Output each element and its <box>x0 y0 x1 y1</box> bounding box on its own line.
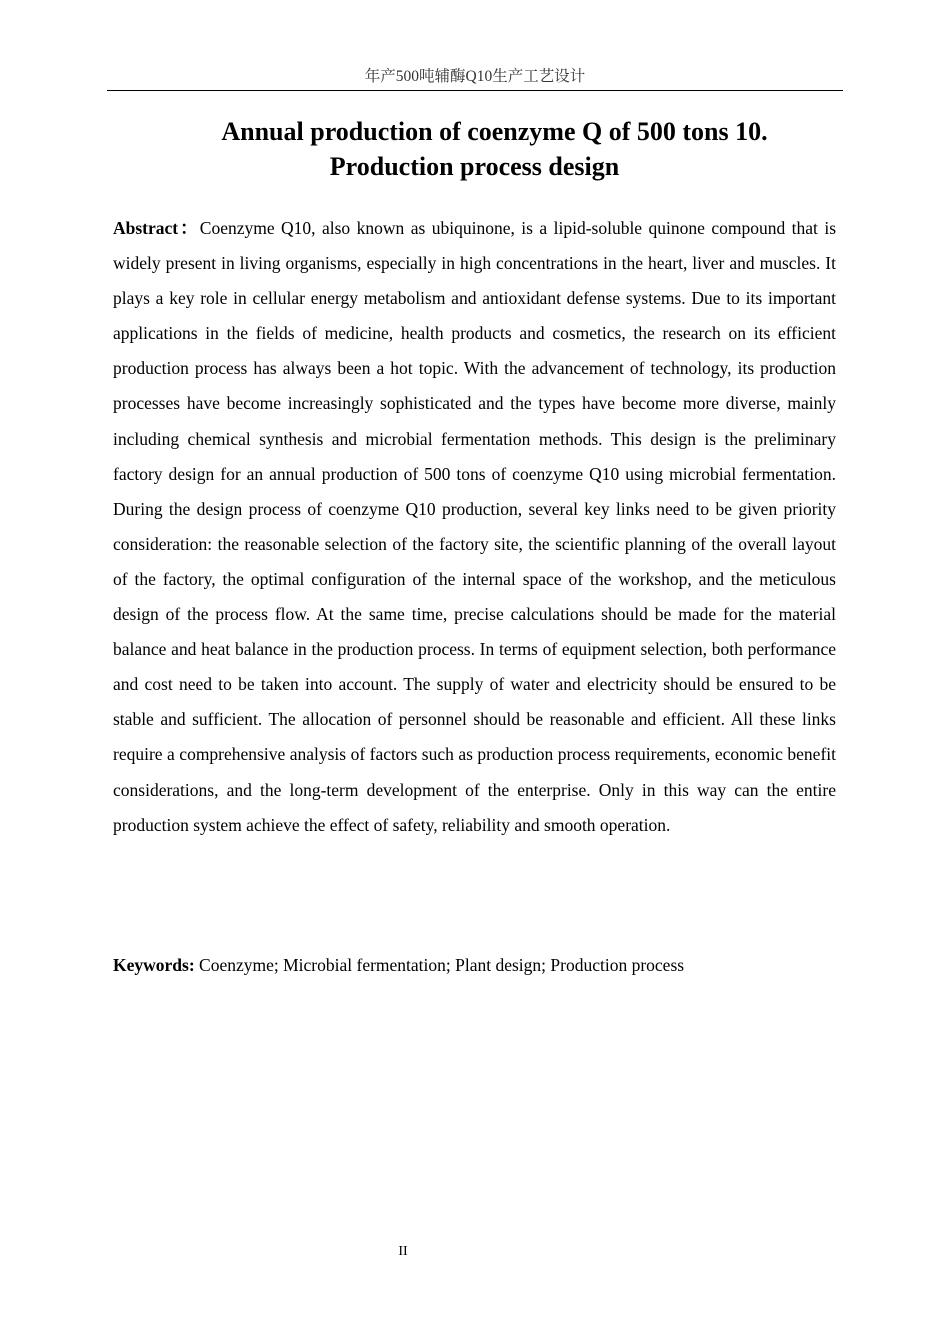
keywords-paragraph <box>113 948 836 983</box>
keywords-label: Keywords: <box>113 955 195 975</box>
keywords-text: Coenzyme; Microbial fermentation; Plant design; Production process <box>199 955 685 975</box>
page-number: II <box>398 1244 408 1259</box>
title-line-2: Production process design <box>329 152 620 181</box>
title-line-1: Annual production of coenzyme Q of 500 tons 10. <box>221 117 768 146</box>
abstract-label: Abstract： <box>113 218 200 238</box>
running-header: 年产500吨辅酶Q10生产工艺设计 <box>364 68 586 85</box>
page-title <box>113 114 836 184</box>
abstract-text: Coenzyme Q10, also known as ubiquinone, is a lipid-soluble quinone compound that is widely present in living organisms, especially in high concentrations in the heart, liver and muscles. It plays a key role in cellular energy metabolism and antioxidant defense systems. Due to its important applications in the fields of medicine, health products and cosmetics, the research on its efficient production process has always been a hot topic. With the advancement of technology, its production processes have become increasingly sophisticated and the types have become more diverse, mainly including chemical synthesis and microbial fermentation methods. This design is the preliminary factory design for an annual production of 500 tons of coenzyme Q10 using microbial fermentation. During the design process of coenzyme Q10 production, several key links need to be given priority consideration: the reasonable selection of the factory site, the scientific planning of the overall layout of the factory, the optimal configuration of the internal space of the workshop, and the meticulous design of the process flow. At the same time, precise calculations should be made for the material balance and heat balance in the production process. In terms of equipment selection, both performance and cost need to be taken into account. The supply of water and electricity should be ensured to be stable and sufficient. The allocation of personnel should be reasonable and efficient. All these links require a comprehensive analysis of factors such as production process requirements, economic benefit considerations, and the long-term development of the enterprise. Only in this way can the entire production system achieve the effect of safety, reliability and smooth operation. <box>113 218 837 835</box>
header-divider <box>107 90 843 91</box>
abstract-paragraph <box>113 211 836 843</box>
